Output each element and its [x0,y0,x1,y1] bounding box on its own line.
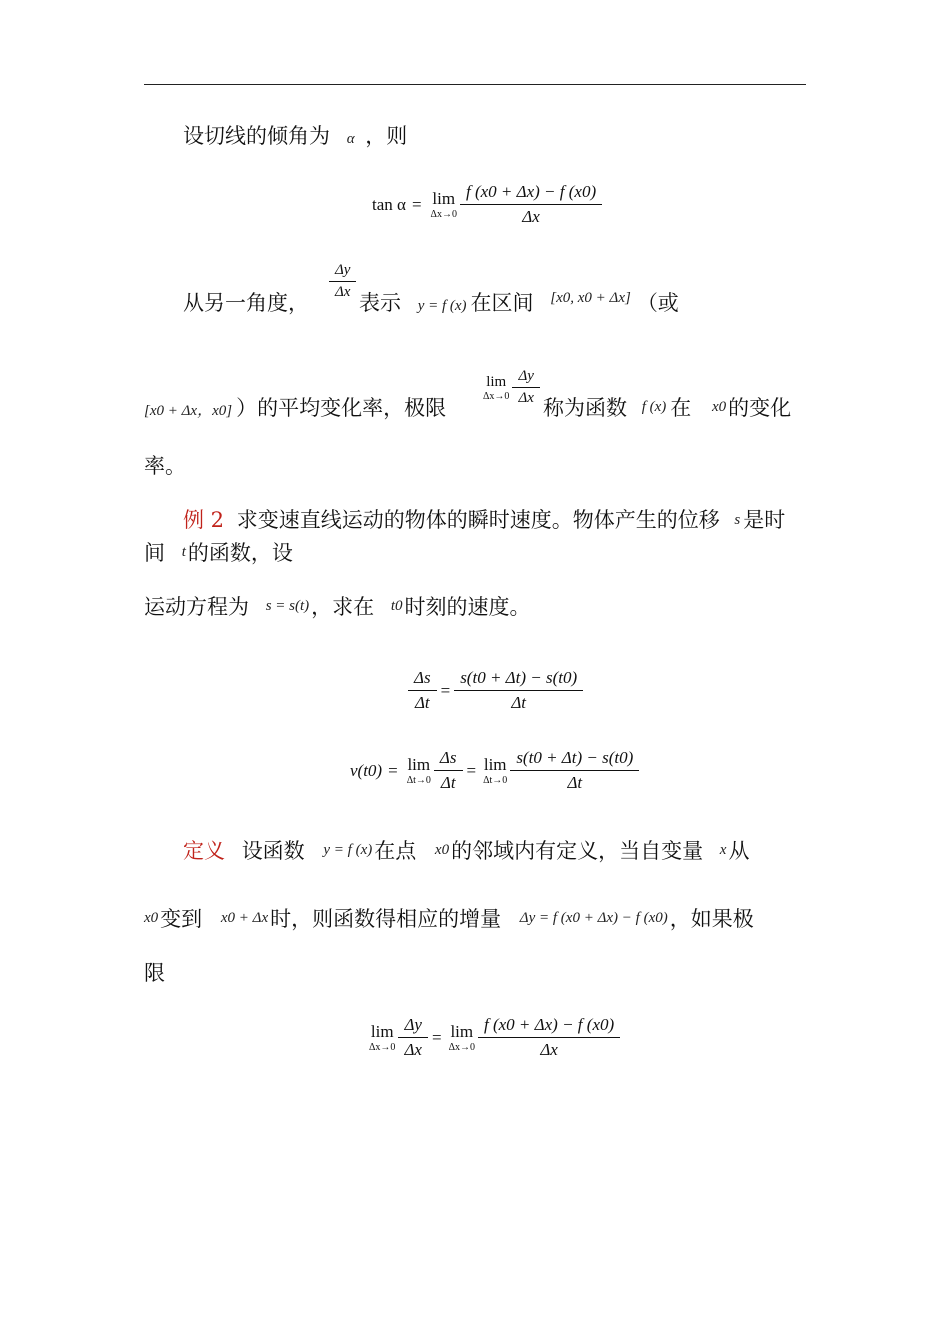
denominator: Δx [398,1037,428,1060]
lim-sub: Δx→0 [448,1042,475,1053]
denominator: Δt [408,690,437,713]
lim-word: lim [483,755,507,774]
denominator: Δx [512,387,539,407]
text: 时刻的速度。 [404,595,531,619]
paragraph-average-rate-cont [543,393,791,426]
equation-average-velocity [408,668,583,713]
motion-equation: s = s(t) [265,598,310,614]
interval: [x0, x0 + Δx] [550,290,631,306]
definition-line2 [144,904,754,937]
text: 时，则函数得相应的增量 [270,907,502,931]
example-label: 例 2 [183,508,225,532]
eq-lhs: v(t0) [350,760,383,780]
paragraph-average-rate [144,393,446,426]
denominator: Δt [454,690,583,713]
eq-sign: = [466,760,477,780]
fraction-2 [481,1015,617,1060]
function-fx: f (x) [641,399,667,415]
numerator: s(t0 + Δt) − s(t0) [460,668,578,687]
x-symbol: x [719,842,727,858]
eq-sign: = [388,760,398,780]
text: ，如果极 [669,907,754,931]
fraction [463,182,599,227]
text: 限 [144,961,165,985]
limit [369,1022,395,1053]
eq-lhs: tan α [372,194,406,214]
fraction-left [411,668,434,713]
function-y-fx: y = f (x) [323,842,373,858]
x0-symbol: x0 [144,910,159,926]
lim-word: lim [432,189,456,208]
lim-word: lim [450,1022,474,1041]
eq-sign: = [431,1027,442,1047]
lim-word: lim [486,373,507,390]
limit [449,1022,475,1053]
paragraph-another-angle [183,288,309,318]
text: 设函数 [241,839,305,863]
fraction [515,368,536,407]
denominator: Δt [434,770,463,793]
text: 从另一角度， [183,291,309,315]
text: 在 [670,396,692,420]
fraction-1 [437,748,460,793]
numerator: Δs [439,748,457,767]
numerator: f (x0 + Δx) − f (x0) [484,1015,615,1034]
equation-tan-alpha [372,182,602,227]
text: ，求在 [311,595,375,619]
text: 运动方程为 [144,595,249,619]
text: ，则 [365,124,408,148]
limit [407,755,431,786]
text: 设切线的倾角为 [183,124,330,148]
limit [483,755,507,786]
numerator: Δs [414,668,431,687]
definition-line1 [183,836,749,869]
paragraph-tangent-angle [183,121,407,154]
fraction [332,262,353,301]
increment-formula: Δy = f (x0 + Δx) − f (x0) [519,910,668,926]
text: 是时 [743,508,786,532]
fraction-2 [513,748,636,793]
text: 称为函数 [543,396,627,420]
numerator: f (x0 + Δx) − f (x0) [465,182,597,201]
paragraph-another-angle-cont [359,288,679,321]
definition-line3 [144,958,165,988]
lim-sub: Δt→0 [406,775,431,786]
fraction-dy-dx [329,262,356,301]
text: 表示 [359,291,401,315]
text: 从 [728,839,750,863]
fraction-1 [401,1015,425,1060]
x0-plus-dx: x0 + Δx [220,910,269,926]
t-symbol: t [181,544,186,560]
lim-sub: Δx→0 [430,209,457,220]
numerator: Δy [335,262,351,278]
lim-sub: Δx→0 [369,1042,396,1053]
lim-sub: Δt→0 [483,775,508,786]
lim-word: lim [370,1022,394,1041]
denominator: Δt [510,770,639,793]
example-2-line1 [183,505,785,538]
eq-sign: = [411,194,422,214]
limit [483,374,509,402]
example-2-line3 [144,592,531,625]
equation-derivative-limit [366,1015,620,1060]
alpha-symbol: α [346,131,355,147]
denominator: Δx [329,281,356,301]
s-symbol: s [734,512,741,528]
denominator: Δx [478,1037,620,1060]
text: 求变速直线运动的物体的瞬时速度。物体产生的位移 [236,508,720,532]
x0-symbol: x0 [434,842,450,858]
text: 率。 [144,454,186,478]
lim-word: lim [407,755,431,774]
t0-symbol: t0 [390,598,403,614]
numerator: s(t0 + Δt) − s(t0) [516,748,634,767]
numerator: Δy [518,368,534,384]
function-y-fx: y = f (x) [417,298,467,314]
text: 的函数，设 [187,541,293,565]
limit [431,189,457,220]
text: ）的平均变化率，极限 [236,396,447,420]
limit-dy-dx [480,368,540,407]
text: 间 [144,541,165,565]
text: 在点 [374,839,417,863]
text: 的变化 [728,396,792,420]
text: 变到 [160,907,203,931]
fraction-right [457,668,580,713]
eq-sign: = [440,680,451,700]
definition-label: 定义 [183,839,225,863]
text: （或 [636,291,679,315]
x0-symbol: x0 [711,399,727,415]
equation-instant-velocity [350,748,639,793]
paragraph-average-rate-end [144,451,186,481]
numerator: Δy [404,1015,422,1034]
interval-reverse: [x0 + Δx，x0] [144,403,233,419]
header-rule [144,84,806,85]
text: 的邻域内有定义，当自变量 [451,839,704,863]
lim-sub: Δx→0 [483,390,510,402]
text: 在区间 [470,291,534,315]
denominator: Δx [460,204,602,227]
example-2-line2 [144,538,293,571]
